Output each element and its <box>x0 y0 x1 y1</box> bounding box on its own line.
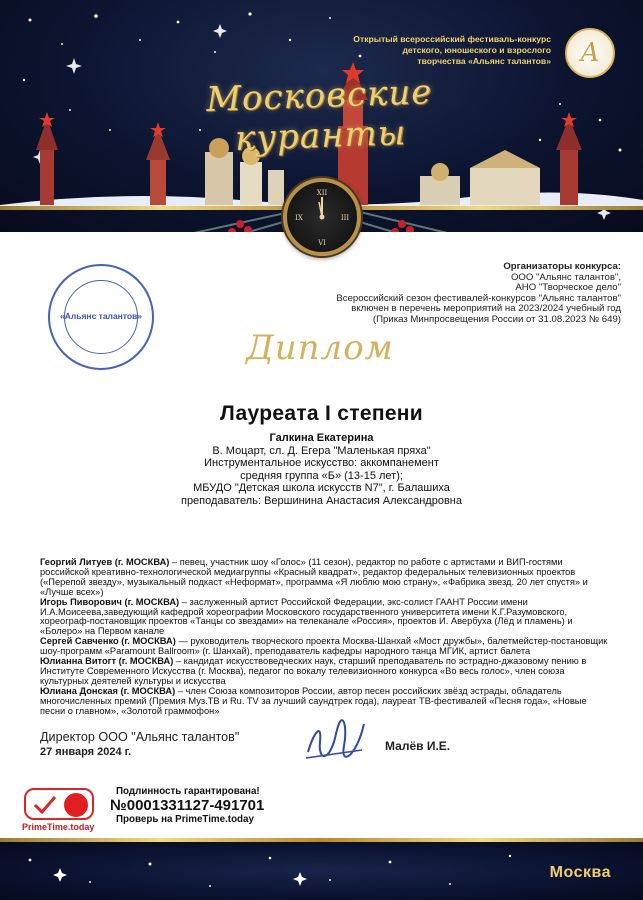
organizer-2: АНО "Творческое дело" <box>515 282 621 294</box>
organizers-heading: Организаторы конкурса: <box>503 261 621 272</box>
laureate-degree: Лауреата I степени <box>220 402 423 425</box>
participant-school: МБУДО "Детская школа искусств N7", г. Балашиха <box>193 482 450 495</box>
handwritten-signature <box>300 712 370 772</box>
event-title: Московские куранты <box>205 72 434 159</box>
order-reference: (Приказ Минпросвещения России от 31.08.2023 № 649) <box>372 313 621 325</box>
diploma-heading: Диплом <box>246 328 394 368</box>
city-label: Москва <box>549 864 611 881</box>
jury-member-name: Игорь Пиворович (г. МОСКВА) <box>40 596 180 607</box>
jury-member-name: Юлианна Витогт (г. МОСКВА) <box>40 656 174 667</box>
stamp-center-text: «Альянс талантов» <box>59 311 143 321</box>
participant-group: средняя группа «Б» (13-15 лет); <box>240 469 403 482</box>
festival-logo <box>565 28 615 78</box>
svg-text:XII: XII <box>316 189 328 197</box>
jury-member <box>40 637 612 657</box>
serial-number: №0001331127-491701 <box>110 797 265 814</box>
participant-piece: В. Моцарт, сл. Д. Егера "Маленькая пряха" <box>212 444 431 457</box>
record-dot-icon <box>64 793 88 817</box>
participant-teacher: преподаватель: Вершинина Анастасия Александровна <box>180 494 462 507</box>
starry-footer-illustration <box>0 842 643 900</box>
jury-member <box>40 598 612 638</box>
participant-nomination: Инструментальное искусство: аккомпанемент <box>204 457 439 470</box>
footer-banner <box>0 842 643 900</box>
svg-text:VI: VI <box>318 239 326 247</box>
jury-list <box>40 558 612 717</box>
festival-line-1: Открытый всероссийский фестиваль-конкурс <box>353 34 551 44</box>
authenticity-note: Подлинность гарантирована! <box>116 786 260 797</box>
svg-text:IX: IX <box>295 214 303 222</box>
season-note: Всероссийский сезон фестивалей-конкурсов "Альянс талантов" <box>336 292 621 304</box>
festival-line-2: детского, юношеского и взрослого <box>402 45 551 55</box>
svg-text:III: III <box>340 214 350 222</box>
festival-description <box>291 34 551 67</box>
jury-member-name: Юлиана Донская (г. МОСКВА) <box>40 685 176 696</box>
festival-logo-letter: A <box>580 38 600 68</box>
jury-member <box>40 657 612 687</box>
jury-member-bio: – кандидат искусствоведческих наук, старший преподаватель по эстрадно-джазовому пению в Институте Современного Искусства (г. Москва), педагог по вокалу телевизионного конкурса «Во весь голос», член союза культурных деятелей культуры и искусства <box>40 656 587 686</box>
verify-link[interactable]: Проверь на PrimeTime.today <box>116 814 254 825</box>
official-stamp <box>48 264 154 370</box>
director-title: Директор ООО "Альянс талантов" <box>40 730 240 744</box>
participant-block <box>60 432 583 508</box>
festival-line-3: творчества «Альянс талантов» <box>417 56 551 66</box>
season-note-2: включен в перечень мероприятий на 2023/2024 учебный год <box>351 303 621 315</box>
jury-member-bio: – заслуженный артист Российской Федерации, экс-солист ГААНТ России имени И.А.Моисеева,заведующий кафедрой хореографии Московского государственного университета имени К.Г.Разумовского, хореограф-постановщик проектов «Танцы со звездами» на телеканале «Россия», проектов И. Авербуха (Лёд и пламень) и «Болеро» на Первом канале <box>40 596 573 637</box>
jury-member-name: Георгий Литуев (г. МОСКВА) <box>40 557 170 567</box>
issue-date: 27 января 2024 г. <box>40 746 132 758</box>
jury-member-bio: — руководитель творческого проекта Москва-Шанхай «Мост дружбы», балетмейстер-постановщик шоу-программ «Paramount Ballroom» (г. Шанхай), преподаватель кафедры народного танца МГИК, артист балета <box>40 636 608 657</box>
signer-name: Малёв И.Е. <box>385 739 451 753</box>
participant-name: Галкина Екатерина <box>269 432 374 444</box>
checkmark-icon <box>30 791 60 819</box>
organizer-1: ООО "Альянс талантов", <box>510 271 621 283</box>
jury-member-bio: – член Союза композиторов России, автор песен российских звёзд эстрады, обладатель многочисленных премий (Премия Муз.ТВ и Ru. TV за лучший саундтрек года), лауреат ТВ-фестивалей «Песня года», «Новые песни о главном», «Золотой граммофон» <box>40 685 587 716</box>
jury-member-bio: – певец, участник шоу «Голос» (11 сезон), редактор по работе с артистами и ВИП-гостями российской креативно-технологической медиагруппы «Красный квадрат», редактор федеральных телевизионных проектов («Перепой звезду», музыкальный подкаст «Неформат», программа «Я люблю мою страну», «Фабрика звезд. 20 лет спустя» и «Лучше всех») <box>40 557 588 597</box>
primetime-brand: PrimeTime.today <box>22 822 95 832</box>
jury-member-name: Сергей Савченко (г. МОСКВА) <box>40 636 176 647</box>
jury-member <box>40 558 612 598</box>
organizers-block <box>241 262 621 326</box>
clock-icon <box>283 178 361 256</box>
primetime-logo <box>24 788 94 820</box>
